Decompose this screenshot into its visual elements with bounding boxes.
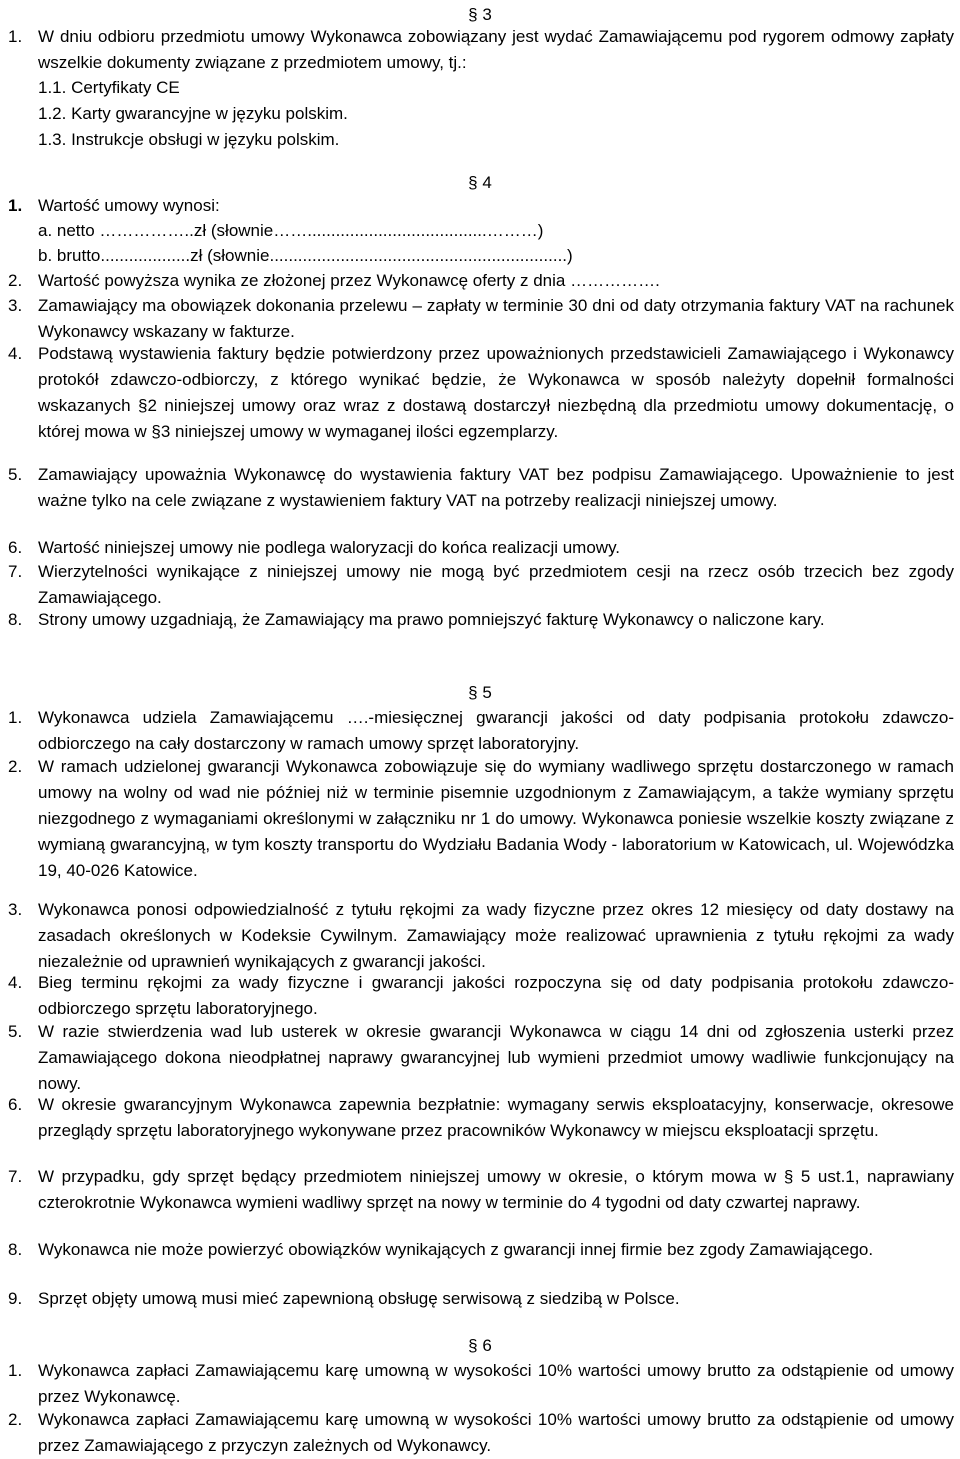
item-number: 3. — [8, 900, 23, 919]
item-text: Strony umowy uzgadniają, że Zamawiający ma prawo pomniejszyć fakturę Wykonawcy o naliczone kary. — [38, 610, 825, 629]
item-text: Podstawą wystawienia faktury będzie potwierdzony przez upoważnionych przedstawicieli Zamawiającego i Wykonawcy protokół zdawczo-odbiorczy, z którego wynikać będzie, że Wykonawca w sposób należyty dopełnił formalności wskazanych §2 niniejszej umowy oraz wraz z dostawą dostarczył niezbędną dla przedmiotu umowy dokumentację, o której mowa w §3 niniejszej umowy w wymaganej ilości egzemplarzy. — [38, 344, 954, 441]
item-number: 6. — [8, 538, 23, 557]
s5-item-6 — [8, 1092, 954, 1144]
item-number: 8. — [8, 1240, 23, 1259]
s5-item-5 — [8, 1019, 954, 1097]
item-text: Wartość umowy wynosi: — [38, 196, 220, 215]
section-5-heading: § 5 — [468, 683, 492, 702]
item-text: Wykonawca nie może powierzyć obowiązków wynikających z gwarancji innej firmie bez zgody Zamawiającego. — [38, 1240, 874, 1259]
item-number: 1. — [8, 1361, 23, 1380]
item-number: 4. — [8, 973, 23, 992]
s4-item-4 — [8, 341, 954, 445]
s5-item-1 — [8, 705, 954, 757]
item-text: W razie stwierdzenia wad lub usterek w okresie gwarancji Wykonawca w ciągu 14 dni od zgłoszenia usterki przez Zamawiającego dokona nieodpłatnej naprawy gwarancyjnej lub wymieni przedmiot umowy wadliwie funkcjonujący na nowy. — [38, 1022, 954, 1093]
s4-line-netto: a. netto ……………..zł (słownie……......................................………) — [38, 221, 544, 240]
s4-item-3 — [8, 293, 954, 345]
item-number: 1. — [8, 708, 23, 727]
item-text: Wierzytelności wynikające z niniejszej umowy nie mogą być przedmiotem cesji na rzecz osób trzecich bez zgody Zamawiającego. — [38, 562, 954, 607]
item-text: Wykonawca zapłaci Zamawiającemu karę umowną w wysokości 10% wartości umowy brutto za odstąpienie od umowy przez Wykonawcę. — [38, 1361, 954, 1406]
item-text: Wykonawca udziela Zamawiającemu ….-miesięcznej gwarancji jakości od daty podpisania protokołu zdawczo-odbiorczego na cały dostarczony w ramach umowy sprzęt laboratoryjny. — [38, 708, 954, 753]
section-4-heading: § 4 — [468, 173, 492, 192]
item-text: Bieg terminu rękojmi za wady fizyczne i gwarancji jakości rozpoczyna się od daty podpisania protokołu zdawczo-odbiorczego sprzętu laboratoryjnego. — [38, 973, 954, 1018]
s4-item-5 — [8, 462, 954, 514]
item-text: W okresie gwarancyjnym Wykonawca zapewnia bezpłatnie: wymagany serwis eksploatacyjny, konserwacje, okresowe przeglądy sprzętu laboratoryjnego wykonywane przez pracowników Wykonawcy w miejscu eksploatacji sprzętu. — [38, 1095, 954, 1140]
item-text: Sprzęt objęty umową musi mieć zapewnioną obsługę serwisową z siedzibą w Polsce. — [38, 1289, 680, 1308]
s5-item-3 — [8, 897, 954, 975]
s4-line-brutto: b. brutto...................zł (słownie...............................................................) — [38, 246, 573, 265]
item-text: Wartość powyższa wynika ze złożonej przez Wykonawcę oferty z dnia ……………. — [38, 271, 660, 290]
item-number: 5. — [8, 465, 23, 484]
s3-subitem-2: 1.2. Karty gwarancyjne w języku polskim. — [38, 104, 348, 123]
item-text: Zamawiający ma obowiązek dokonania przelewu – zapłaty w terminie 30 dni od daty otrzymania faktury VAT na rachunek Wykonawcy wskazany w fakturze. — [38, 296, 954, 341]
s3-subitem-1: 1.1. Certyfikaty CE — [38, 78, 180, 97]
item-number: 7. — [8, 562, 23, 581]
s4-item-7 — [8, 559, 954, 611]
item-text: W dniu odbioru przedmiotu umowy Wykonawca zobowiązany jest wydać Zamawiającemu pod rygorem odmowy zapłaty wszelkie dokumenty związane z przedmiotem umowy, tj.: — [38, 27, 954, 72]
item-text: Wartość niniejszej umowy nie podlega waloryzacji do końca realizacji umowy. — [38, 538, 621, 557]
item-text: W ramach udzielonej gwarancji Wykonawca zobowiązuje się do wymiany wadliwego sprzętu dostarczonego w ramach umowy na wolny od wad nie później niż w terminie pisemnie uzgodnionym z Zamawiającym, a także wymiany sprzętu niezgodnego z wymaganiami określonymi w załączniku nr 1 do umowy. Wykonawca poniesie wszelkie koszty związane z wymianą gwarancyjną, w tym koszty transportu do Wydziału Badania Wody - laboratorium w Katowicach, ul. Wojewódzka 19, 40-026 Katowice. — [38, 757, 954, 880]
s5-item-7 — [8, 1164, 954, 1216]
s5-item-4 — [8, 970, 954, 1022]
item-text: Wykonawca zapłaci Zamawiającemu karę umowną w wysokości 10% wartości umowy brutto za odstąpienie od umowy przez Zamawiającego z przyczyn zależnych od Wykonawcy. — [38, 1410, 954, 1455]
s4-item-1 — [8, 193, 954, 219]
item-text: Wykonawca ponosi odpowiedzialność z tytułu rękojmi za wady fizyczne przez okres 12 miesięcy od daty dostawy na zasadach określonych w Kodeksie Cywilnym. Zamawiający może realizować uprawnienia z tytułu rękojmi za wady niezależnie od uprawnień wynikających z gwarancji jakości. — [38, 900, 954, 971]
s6-item-1 — [8, 1358, 954, 1410]
item-text: W przypadku, gdy sprzęt będący przedmiotem niniejszej umowy w okresie, o którym mowa w § 5 ust.1, naprawiany czterokrotnie Wykonawca wymieni wadliwy sprzęt na nowy w terminie do 4 tygodni od daty czwartej naprawy. — [38, 1167, 954, 1212]
item-number: 2. — [8, 1410, 23, 1429]
s5-item-2 — [8, 754, 954, 884]
item-number: 7. — [8, 1167, 23, 1186]
item-number: 8. — [8, 610, 23, 629]
s5-item-8 — [8, 1237, 954, 1263]
s5-item-9 — [8, 1286, 954, 1312]
item-number: 5. — [8, 1022, 23, 1041]
item-number: 1. — [8, 27, 23, 46]
s3-subitem-3: 1.3. Instrukcje obsługi w języku polskim. — [38, 130, 340, 149]
item-number: 6. — [8, 1095, 23, 1114]
s6-item-2 — [8, 1407, 954, 1459]
section-6-heading: § 6 — [468, 1336, 492, 1355]
item-number: 9. — [8, 1289, 23, 1308]
s4-item-2 — [8, 268, 954, 294]
item-text: Zamawiający upoważnia Wykonawcę do wystawienia faktury VAT bez podpisu Zamawiającego. Upoważnienie to jest ważne tylko na cele związane z wystawieniem faktury VAT na potrzeby realizacji niniejszej umowy. — [38, 465, 954, 510]
item-number: 2. — [8, 757, 23, 776]
item-number: 4. — [8, 344, 23, 363]
s3-item-1 — [8, 24, 954, 76]
section-3-heading: § 3 — [468, 5, 492, 24]
s4-item-6 — [8, 535, 954, 561]
item-number: 2. — [8, 271, 23, 290]
s4-item-8 — [8, 607, 954, 633]
item-number: 1. — [8, 196, 23, 215]
item-number: 3. — [8, 296, 23, 315]
